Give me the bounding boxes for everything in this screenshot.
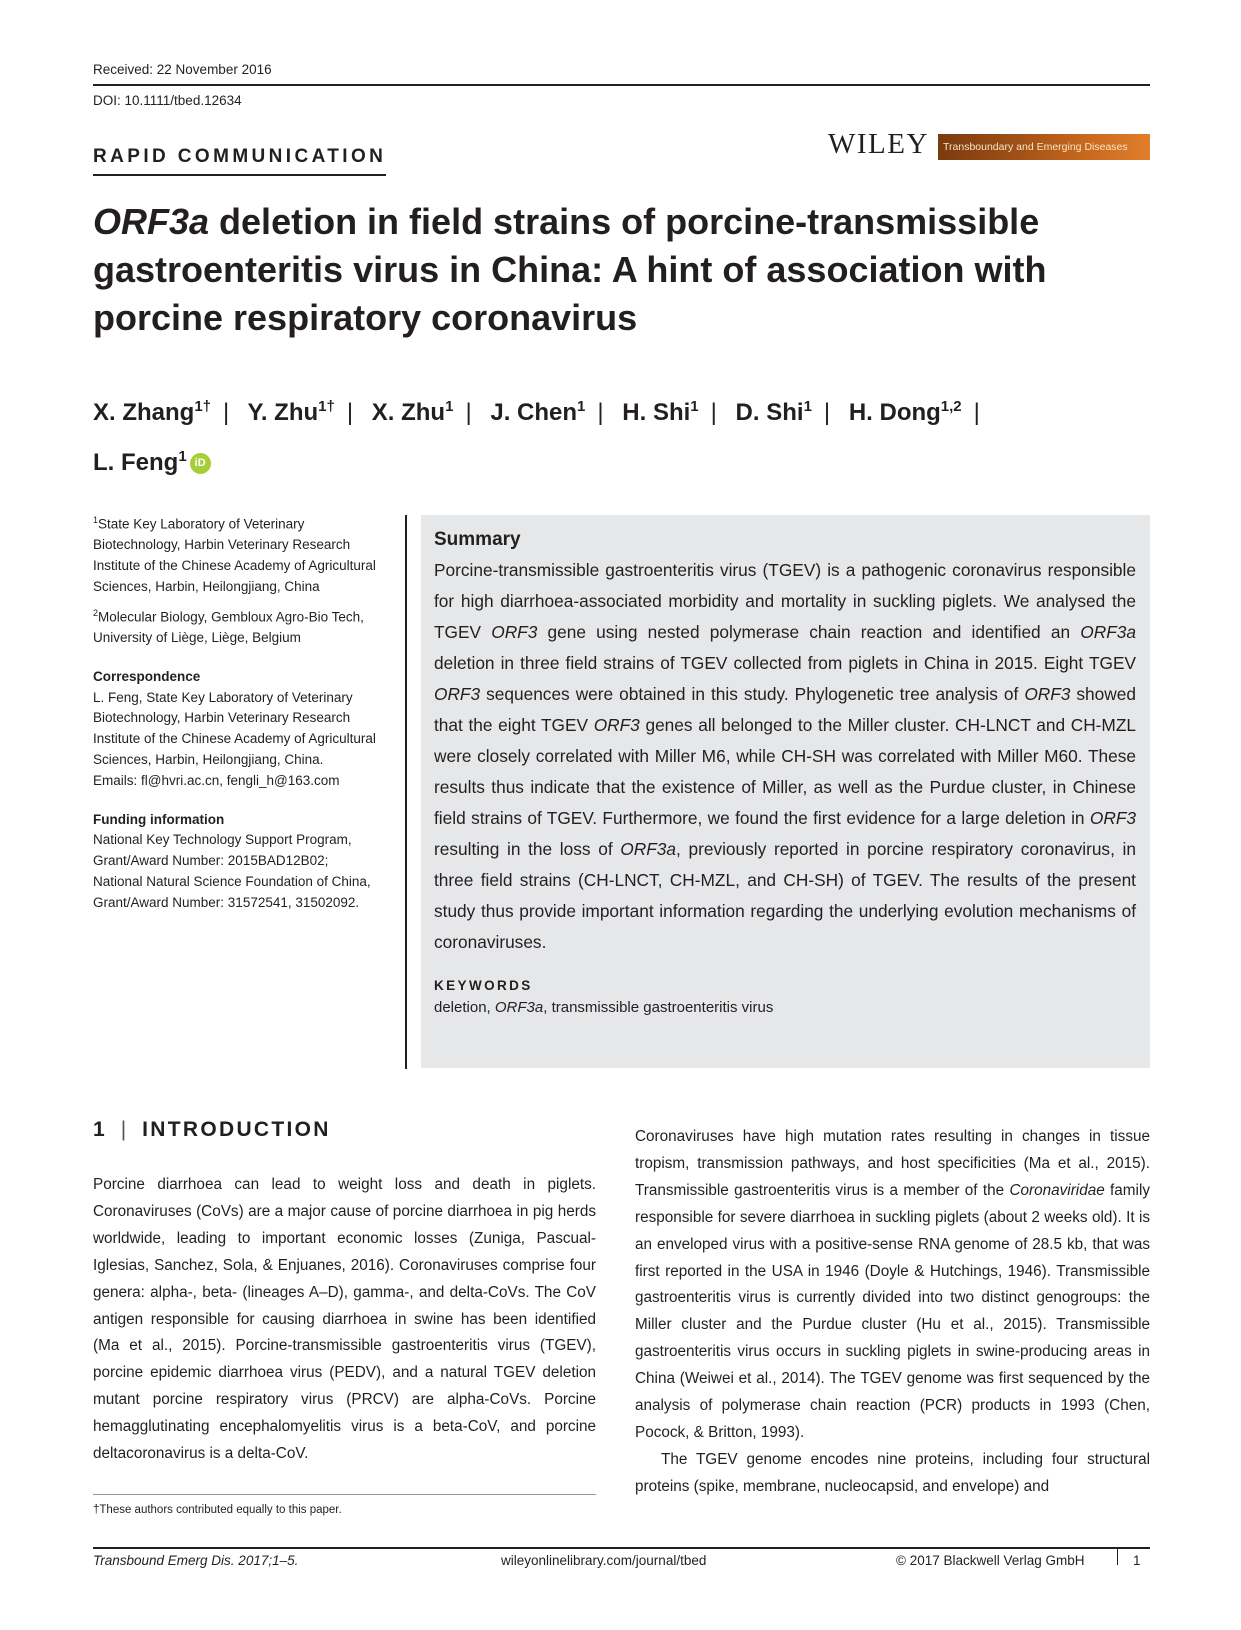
author: H. Shi$^1$	[622, 398, 699, 426]
footer-citation: Transbound Emerg Dis. 2017;1–5.	[93, 1553, 299, 1568]
affiliation: $^1$State Key Laboratory of Veterinary Biotechnology, Harbin Veterinary Research Institute of the Chinese Academy of Agricultural Sciences, Harbin, Heilongjiang, China	[93, 515, 376, 594]
author: X. Zhu$^1$	[371, 398, 454, 426]
funding-text: National Key Technology Support Program, Grant/Award Number: 2015BAD12B02; National Natural Science Foundation of China, Grant/Award Number: 31572541, 31502092.	[93, 832, 371, 910]
author: Y. Zhu$^{1\dagger}$	[247, 398, 335, 426]
summary-text: Porcine-transmissible gastroenteritis virus (TGEV) is a pathogenic coronavirus responsible for high diarrhoea-associated morbidity and mortality in suckling piglets. We analysed the TGEV ORF3 gene using nested polymerase chain reaction and identified an ORF3a deletion in three field strains of TGEV collected from piglets in China in 2015. Eight TGEV ORF3 sequences were obtained in this study. Phylogenetic tree analysis of ORF3 showed that the eight TGEV ORF3 genes all belonged to the Miller cluster. CH-LNCT and CH-MZL were closely correlated with Miller M6, while CH-SH was correlated with Miller M60. These results thus indicate that the existence of Miller, as well as the Purdue cluster, in Chinese field strains of TGEV. Furthermore, we found the first evidence for a large deletion in ORF3 resulting in the loss of ORF3a, previously reported in porcine respiratory coronavirus, in three field strains (CH-LNCT, CH-MZL, and CH-SH) of TGEV. The results of the present study thus provide important information regarding the underlying evolution mechanisms of coronaviruses.	[434, 560, 1136, 952]
footer-rule	[93, 1547, 1150, 1549]
footer-url[interactable]: wileyonlinelibrary.com/journal/tbed	[501, 1553, 707, 1568]
publisher-logo: WILEY	[828, 128, 929, 160]
page-number: 1	[1133, 1553, 1141, 1568]
correspondence-text: L. Feng, State Key Laboratory of Veterinary Biotechnology, Harbin Veterinary Research Institute of the Chinese Academy of Agricultural Sciences, Harbin, Heilongjiang, China.	[93, 689, 376, 767]
footnote: †These authors contributed equally to this paper.	[93, 1504, 342, 1516]
header-rule	[93, 84, 1150, 86]
body-column-right	[635, 1124, 1150, 1501]
doi: DOI: 10.1111/tbed.12634	[93, 93, 242, 108]
footer-copyright: © 2017 Blackwell Verlag GmbH	[896, 1553, 1085, 1568]
paragraph: Porcine diarrhoea can lead to weight loss and death in piglets. Coronaviruses (CoVs) are a major cause of porcine diarrhoea in pig herds worldwide, leading to important economic losses (Zuniga, Pascual-Iglesias, Sanchez, Sola, & Enjuanes, 2016). Coronaviruses comprise four genera: alpha-, beta- (lineages A–D), gamma-, and delta-CoVs. The CoV antigen responsible for causing diarrhoea in swine has been identified (Ma et al., 2015). Porcine-transmissible gastroenteritis virus (TGEV), porcine epidemic diarrhoea virus (PEDV), and a natural TGEV deletion mutant porcine respiratory virus (PRCV) are alpha-CoVs. Porcine hemagglutinating encephalomyelitis virus is a beta-CoV, and porcine deltacoronavirus is a delta-CoV.	[93, 1176, 596, 1463]
received-date: Received: 22 November 2016	[93, 62, 272, 77]
introduction-heading: 1 | INTRODUCTION	[93, 1118, 331, 1141]
summary-heading: Summary	[434, 529, 521, 550]
body-column-left	[93, 1172, 596, 1468]
keywords-heading: KEYWORDS	[434, 978, 533, 993]
column-divider	[405, 515, 407, 1069]
author: L. Feng$^1$	[93, 448, 187, 476]
author: D. Shi$^1$	[735, 398, 812, 426]
author: X. Zhang$^{1\dagger}$	[93, 398, 212, 426]
title-rest: deletion in field strains of porcine-transmissible gastroenteritis virus in China: A hint of association with porcine respiratory coronavirus	[93, 201, 1047, 338]
paragraph: The TGEV genome encodes nine proteins, including four structural proteins (spike, membrane, nucleocapsid, and envelope) and	[635, 1450, 1150, 1495]
summary-box	[421, 515, 1150, 1068]
orcid-icon[interactable]: iD	[190, 453, 211, 474]
footer-divider	[1117, 1547, 1118, 1565]
keywords-text: deletion, ORF3a, transmissible gastroenteritis virus	[434, 999, 774, 1016]
author: J. Chen$^1$	[490, 398, 586, 426]
funding-heading: Funding information	[93, 811, 225, 827]
correspondence-emails: Emails: fl@hvri.ac.cn, fengli_h@163.com	[93, 772, 340, 788]
author-list: X. Zhang$^{1\dagger}$ | Y. Zhu$^{1\dagger}$ | X. Zhu$^1$ | J. Chen$^1$ | H. Shi$^1$ | D. Shi$^1$ | H. Dong$^{1,2}$ | L. Feng$^1$ iD	[93, 398, 980, 476]
author: H. Dong$^{1,2}$	[848, 398, 962, 426]
title-italic: ORF3a	[93, 201, 210, 242]
affiliation: $^2$Molecular Biology, Gembloux Agro-Bio Tech, University of Liège, Liège, Belgium	[93, 607, 364, 645]
correspondence-heading: Correspondence	[93, 668, 201, 684]
paragraph: Coronaviruses have high mutation rates resulting in changes in tissue tropism, transmission pathways, and host specificities (Ma et al., 2015). Transmissible gastroenteritis virus is a member of the Coronaviridae family responsible for severe diarrhoea in suckling piglets (about 2 weeks old). It is an enveloped virus with a positive-sense RNA genome of 28.5 kb, that was first reported in the USA in 1946 (Doyle & Hutchings, 1946). Transmissible gastroenteritis virus is currently divided into two distinct genogroups: the Miller cluster and the Purdue cluster (Hu et al., 2015). Transmissible gastroenteritis virus occurs in suckling piglets in swine-producing areas in China (Weiwei et al., 2014). The TGEV genome was first sequenced by the analysis of polymerase chain reaction (PCR) products in 1993 (Chen, Pocock, & Britton, 1993).	[635, 1128, 1150, 1441]
article-title	[93, 198, 1093, 342]
article-info-column	[93, 510, 378, 914]
footnote-rule	[93, 1494, 596, 1495]
journal-banner: Transboundary and Emerging Diseases	[938, 134, 1150, 160]
section-label: RAPID COMMUNICATION	[93, 146, 386, 176]
